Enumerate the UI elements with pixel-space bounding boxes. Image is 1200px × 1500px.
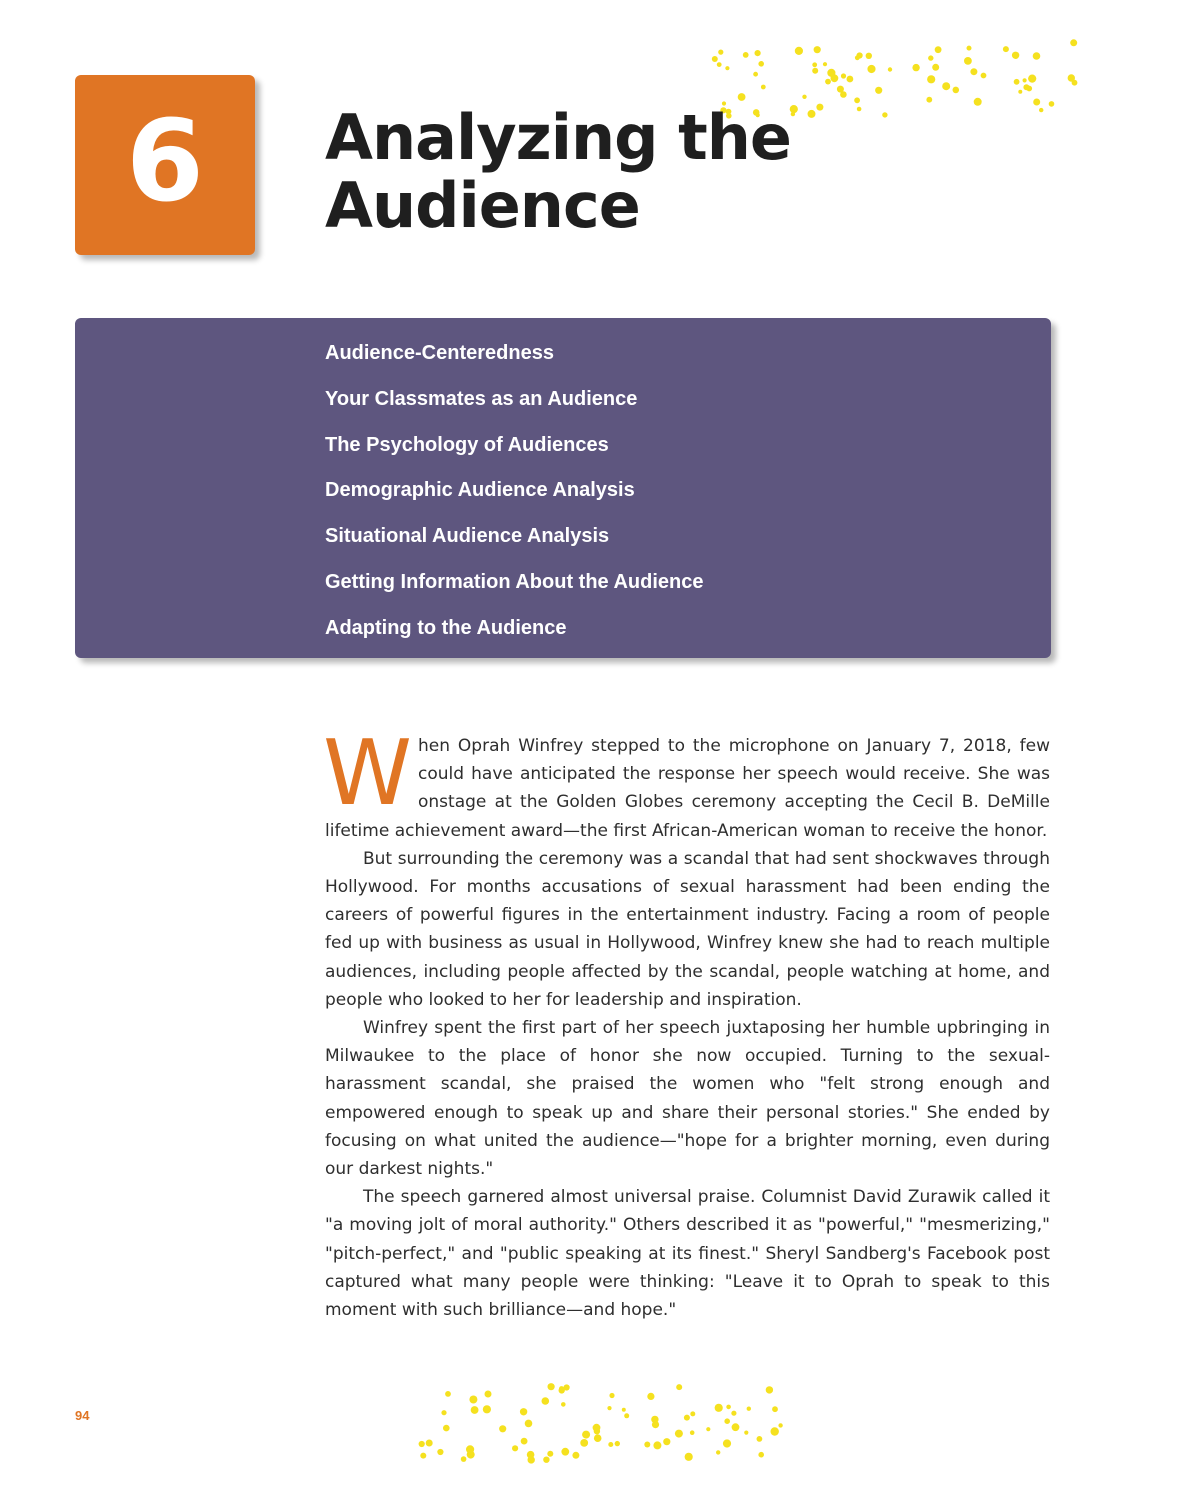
confetti-dot: [712, 56, 718, 62]
confetti-dot: [675, 1430, 683, 1438]
confetti-dot: [715, 1404, 723, 1412]
confetti-dot: [676, 1384, 682, 1390]
confetti-dot: [855, 55, 860, 60]
confetti-dot: [726, 1405, 731, 1410]
confetti-dot: [561, 1448, 569, 1456]
confetti-dot: [548, 1383, 555, 1390]
confetti-dot: [716, 1450, 720, 1454]
confetti-dot: [744, 1431, 748, 1435]
outline-item: Adapting to the Audience: [325, 616, 567, 639]
confetti-dot: [561, 1402, 566, 1407]
confetti-dot: [743, 52, 749, 58]
chapter-outline-list: [325, 340, 704, 661]
confetti-dot: [724, 1418, 730, 1424]
chapter-title-line-2: Audience: [325, 169, 640, 242]
confetti-dot: [967, 46, 972, 51]
confetti-dot: [935, 46, 942, 53]
confetti-dot: [981, 73, 987, 79]
drop-cap: W: [323, 721, 412, 826]
confetti-dot: [485, 1391, 492, 1398]
outline-item: Your Classmates as an Audience: [325, 387, 638, 410]
confetti-dot: [1049, 101, 1055, 107]
chapter-title-line-1: Analyzing the: [325, 101, 791, 174]
chapter-outline-box: [75, 318, 1051, 658]
confetti-dot: [795, 47, 803, 55]
confetti-dot: [547, 1451, 553, 1457]
chapter-number-badge: [75, 75, 255, 255]
outline-item: Audience-Centeredness: [325, 342, 554, 364]
confetti-dot: [723, 1439, 731, 1447]
confetti-dot: [607, 1406, 611, 1410]
confetti-dot: [731, 1411, 736, 1416]
confetti-dot: [747, 1407, 751, 1411]
confetti-dot: [420, 1453, 426, 1459]
confetti-dot: [725, 66, 729, 70]
chapter-title: [325, 101, 1025, 242]
confetti-dot: [437, 1449, 443, 1455]
confetti-dot: [469, 1396, 477, 1404]
confetti-dot: [732, 1423, 740, 1431]
confetti-dot: [520, 1408, 527, 1415]
confetti-dot: [594, 1434, 602, 1442]
body-paragraph-2: But surrounding the ceremony was a scandal that had sent shockwaves through Hollywood. For months accusations of sexual harassment had been ending the careers of powerful figures in the entertainment industry. Facing a room of people fed up with business as usual in Hollywood, Winfrey knew she had to reach multiple audiences, including people affected by the scandal, people watching at home, and people who looked to her for leadership and inspiration.: [325, 848, 1050, 1010]
confetti-dot: [942, 82, 950, 90]
outline-item: Getting Information About the Audience: [325, 570, 704, 593]
confetti-dot: [499, 1425, 506, 1432]
outline-item: The Psychology of Audiences: [325, 433, 609, 456]
page-number: 94: [75, 1408, 90, 1423]
confetti-dot: [647, 1393, 654, 1400]
confetti-dot: [1003, 46, 1009, 52]
confetti-dot: [445, 1391, 451, 1397]
confetti-dot: [771, 1427, 779, 1435]
confetti-dot: [525, 1420, 533, 1428]
confetti-dot: [1072, 80, 1078, 86]
confetti-dot: [738, 93, 746, 101]
confetti-dot: [841, 73, 846, 78]
confetti-dot: [761, 85, 766, 90]
confetti-dot: [812, 68, 818, 74]
body-paragraph-4: The speech garnered almost universal praise. Columnist David Zurawik called it "a moving jolt of moral authority." Others described it as "powerful," "mesmerizing," "pitch-perfect," and "public speaking at its finest." Sheryl Sandberg's Facebook post captured what many people were thinking: "Leave it to Oprah to speak to this moment with such brilliance—and hope.": [325, 1187, 1050, 1321]
confetti-dots-bottom: [412, 1380, 792, 1466]
confetti-dot: [866, 53, 872, 59]
confetti-dot: [827, 69, 835, 77]
outline-item: Situational Audience Analysis: [325, 525, 610, 548]
confetti-dot: [543, 1457, 549, 1463]
confetti-dot: [1023, 78, 1027, 82]
confetti-dot: [825, 79, 831, 85]
confetti-dot: [928, 55, 933, 60]
confetti-dot: [823, 62, 827, 66]
confetti-dot: [854, 97, 860, 103]
confetti-dot: [757, 1436, 763, 1442]
confetti-dot: [685, 1453, 693, 1461]
confetti-dot: [837, 86, 844, 93]
confetti-dot: [766, 1386, 773, 1393]
confetti-dot: [615, 1441, 620, 1446]
confetti-dot: [512, 1445, 518, 1451]
confetti-dot: [802, 95, 806, 99]
confetti-dot: [812, 62, 817, 67]
confetti-dot: [622, 1408, 626, 1412]
confetti-dot: [624, 1413, 629, 1418]
confetti-dot: [1039, 108, 1043, 112]
confetti-dot: [572, 1452, 579, 1459]
body-paragraph-1: [323, 721, 1050, 845]
confetti-dot: [542, 1397, 550, 1405]
confetti-dot: [467, 1451, 475, 1459]
confetti-dot: [755, 50, 761, 56]
confetti-dot: [758, 61, 764, 67]
confetti-dot: [964, 57, 972, 65]
confetti-dot: [443, 1425, 450, 1432]
chapter-body-text: [323, 721, 1050, 1324]
confetti-dot: [758, 1452, 764, 1458]
paragraph-1-text: hen Oprah Winfrey stepped to the microphone on January 7, 2018, few could have anticipated the response her speech would receive. She was onstage at the Golden Globes ceremony accepting the Cecil B. DeMille lifetime achievement award—the first African-American woman to receive the honor.: [325, 736, 1050, 841]
confetti-dot: [441, 1410, 446, 1415]
confetti-dot: [953, 87, 960, 94]
outline-item: Demographic Audience Analysis: [325, 479, 635, 502]
confetti-dot: [594, 1428, 600, 1434]
confetti-dot: [419, 1441, 425, 1447]
confetti-dot: [483, 1405, 491, 1413]
confetti-dot: [912, 64, 919, 71]
confetti-dot: [684, 1415, 690, 1421]
confetti-dot: [970, 68, 977, 75]
confetti-dot: [690, 1430, 695, 1435]
confetti-dot: [1033, 99, 1040, 106]
confetti-dot: [717, 62, 722, 67]
confetti-dot: [1018, 90, 1022, 94]
confetti-dot: [644, 1442, 650, 1448]
confetti-dot: [753, 72, 758, 77]
decorative-dots-bottom: [412, 1380, 792, 1466]
confetti-dot: [609, 1393, 614, 1398]
confetti-dot: [778, 1423, 782, 1427]
confetti-dot: [932, 64, 939, 71]
confetti-dot: [582, 1431, 590, 1439]
confetti-dot: [663, 1438, 670, 1445]
confetti-dot: [1028, 75, 1036, 83]
confetti-dot: [875, 87, 882, 94]
confetti-dot: [888, 67, 892, 71]
confetti-dot: [1026, 86, 1032, 92]
confetti-dot: [521, 1438, 528, 1445]
confetti-dot: [564, 1384, 570, 1390]
confetti-dot: [1033, 52, 1041, 60]
confetti-dot: [718, 50, 723, 55]
chapter-number: 6: [126, 97, 204, 227]
confetti-dot: [471, 1406, 479, 1414]
confetti-dot: [847, 76, 854, 83]
confetti-dot: [926, 97, 932, 103]
confetti-dot: [528, 1456, 535, 1463]
confetti-dot: [706, 1427, 710, 1431]
confetti-dot: [652, 1421, 659, 1428]
confetti-dot: [461, 1456, 467, 1462]
confetti-dot: [927, 75, 935, 83]
body-paragraph-3: Winfrey spent the first part of her speech juxtaposing her humble upbringing in Milwaukee to the place of honor she now occupied. Turning to the sexual-harassment scandal, she praised the women who "felt strong enough and empowered enough to speak up and share their personal stories." She ended by focusing on what united the audience—"hope for a brighter morning, even during our darkest nights.": [325, 1018, 1050, 1180]
confetti-dot: [1070, 39, 1077, 46]
confetti-dot: [772, 1406, 778, 1412]
confetti-dot: [690, 1411, 695, 1416]
confetti-dot: [608, 1442, 613, 1447]
confetti-dot: [867, 65, 875, 73]
confetti-dot: [814, 46, 821, 53]
confetti-dot: [426, 1440, 433, 1447]
confetti-dot: [580, 1439, 588, 1447]
confetti-dot: [1012, 52, 1019, 59]
confetti-dot: [1014, 79, 1020, 85]
confetti-dot: [653, 1441, 661, 1449]
